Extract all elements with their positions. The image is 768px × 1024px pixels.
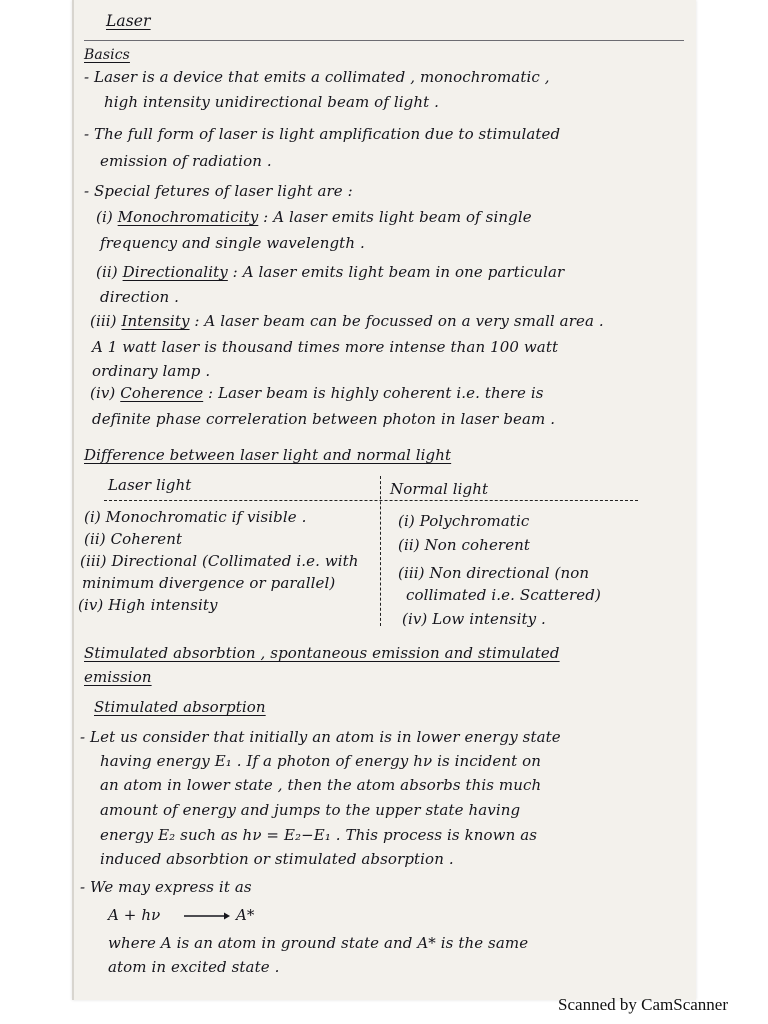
feature-intensity: (iii) Intensity : A laser beam can be focussed on a very small area . [90, 312, 604, 330]
feature-directionality: (ii) Directionality : A laser emits light beam in one particular [96, 263, 565, 281]
basics-line-1: - Laser is a device that emits a collimated , monochromatic , [84, 68, 550, 86]
feature-intensity-cont-2: ordinary lamp . [92, 362, 211, 380]
feature-monochromaticity-cont: frequency and single wavelength . [100, 234, 365, 252]
scanner-watermark: Scanned by CamScanner [558, 995, 728, 1014]
basics-line-2: high intensity unidirectional beam of light . [104, 93, 439, 111]
where-line-2: atom in excited state . [108, 958, 280, 976]
section-heading-stimulated-cont: emission [84, 668, 152, 686]
features-intro: - Special fetures of laser light are : [84, 182, 353, 200]
table-header-divider [104, 500, 638, 501]
col-header-laser: Laser light [108, 476, 192, 494]
ruled-line [84, 40, 684, 41]
section-heading-difference: Difference between laser light and normal light [84, 446, 452, 464]
laser-row-3-cont: minimum divergence or parallel) [82, 574, 336, 592]
feature-monochromaticity: (i) Monochromaticity : A laser emits light beam of single [96, 208, 532, 226]
feature-coherence: (iv) Coherence : Laser beam is highly coherent i.e. there is [90, 384, 544, 402]
section-heading-basics: Basics [84, 47, 130, 63]
laser-row-4: (iv) High intensity [78, 596, 218, 614]
normal-row-3: (iii) Non directional (non [398, 564, 590, 582]
normal-row-2: (ii) Non coherent [398, 536, 531, 554]
table-column-divider [380, 476, 381, 626]
laser-row-2: (ii) Coherent [84, 530, 183, 548]
col-header-normal: Normal light [390, 480, 489, 498]
absorption-line-4: amount of energy and jumps to the upper state having [100, 801, 521, 819]
feature-directionality-cont: direction . [100, 288, 180, 306]
absorption-line-3: an atom in lower state , then the atom absorbs this much [100, 776, 542, 794]
absorption-line-2: having energy E₁ . If a photon of energy hν is incident on [100, 752, 542, 770]
arrow-icon [184, 911, 230, 921]
laser-row-3: (iii) Directional (Collimated i.e. with [80, 552, 359, 570]
equation-right: A* [236, 906, 255, 924]
absorption-line-6: induced absorbtion or stimulated absorption . [100, 850, 454, 868]
section-heading-stimulated: Stimulated absorbtion , spontaneous emission and stimulated [84, 644, 560, 662]
equation-left: A + hν [108, 906, 161, 924]
normal-row-3-cont: collimated i.e. Scattered) [406, 586, 601, 604]
feature-coherence-cont: definite phase correleration between photon in laser beam . [92, 410, 556, 428]
express-line: - We may express it as [80, 878, 252, 896]
basics-line-3: - The full form of laser is light amplification due to stimulated [84, 125, 561, 143]
laser-row-1: (i) Monochromatic if visible . [84, 508, 307, 526]
page-title: Laser [106, 12, 151, 30]
absorption-line-1: - Let us consider that initially an atom is in lower energy state [80, 728, 561, 746]
absorption-line-5: energy E₂ such as hν = E₂−E₁ . This process is known as [100, 826, 538, 844]
subheading-stimulated-absorption: Stimulated absorption [94, 698, 266, 716]
where-line-1: where A is an atom in ground state and A* is the same [108, 934, 529, 952]
normal-row-1: (i) Polychromatic [398, 512, 530, 530]
page-edge [72, 0, 74, 1000]
normal-row-4: (iv) Low intensity . [402, 610, 546, 628]
basics-line-4: emission of radiation . [100, 152, 272, 170]
feature-intensity-cont-1: A 1 watt laser is thousand times more intense than 100 watt [92, 338, 559, 356]
